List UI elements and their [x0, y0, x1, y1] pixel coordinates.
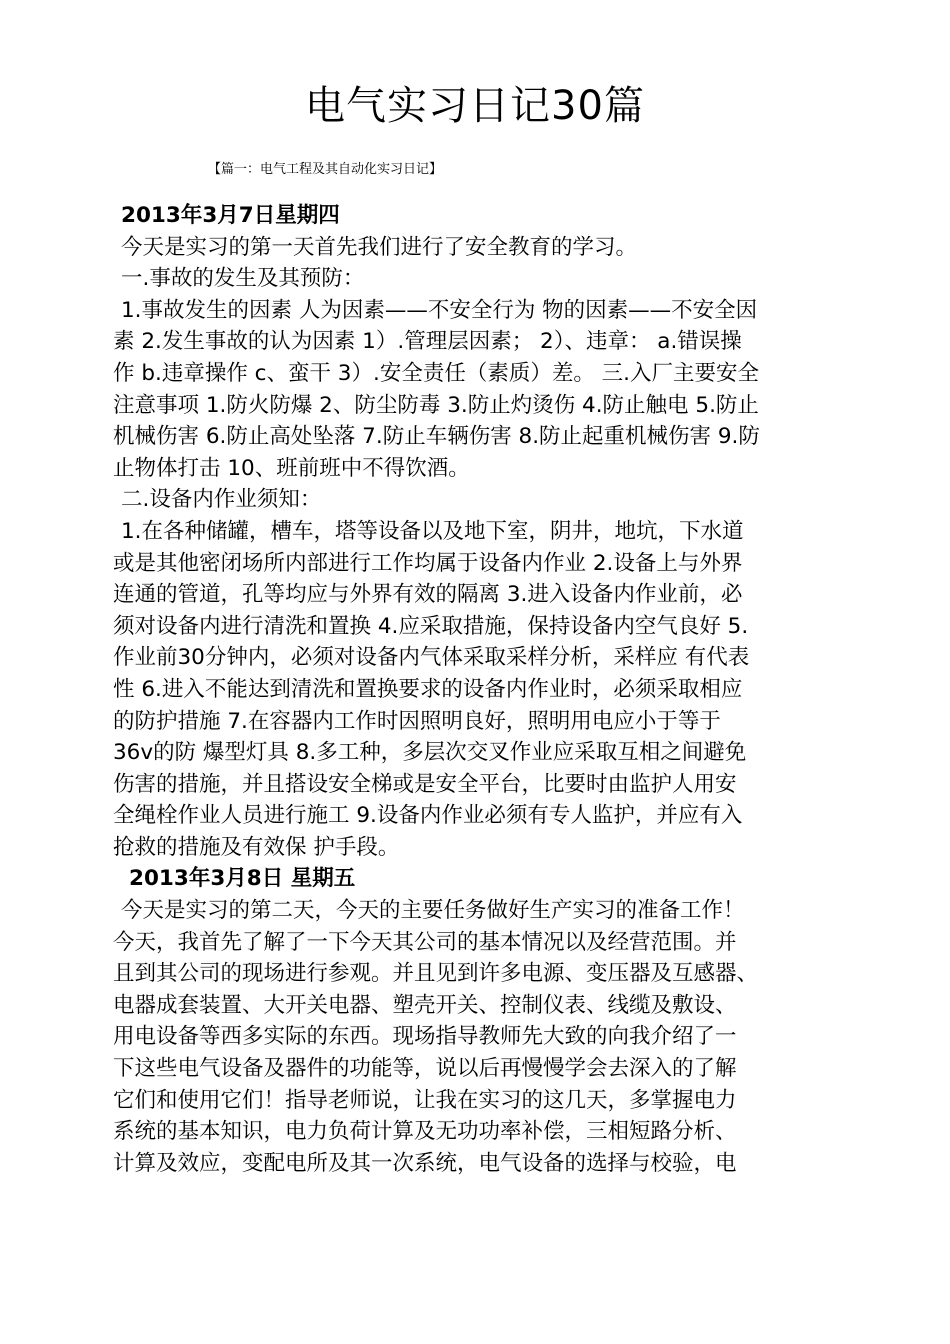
text-line: 性 6.进入不能达到清洗和置换要求的设备内作业时，必须采取相应: [113, 676, 743, 702]
document-title: 电气实习日记30篇: [305, 83, 645, 129]
text-line: 用电设备等西多实际的东西。现场指导教师先大致的向我介绍了一: [113, 1024, 737, 1050]
text-line: 一.事故的发生及其预防：: [121, 266, 365, 292]
text-line: 或是其他密闭场所内部进行工作均属于设备内作业 2.设备上与外界: [113, 550, 743, 576]
text-line: 连通的管道，孔等均应与外界有效的隔离 3.进入设备内作业前，必: [113, 582, 743, 608]
text-line: 计算及效应，变配电所及其一次系统，电气设备的选择与校验，电: [113, 1150, 737, 1176]
text-line: 1.在各种储罐，槽车，塔等设备以及地下室，阴井，地坑，下水道: [121, 518, 744, 544]
text-line: 1.事故发生的因素 人为因素——不安全行为 物的因素——不安全因: [121, 297, 758, 323]
text-line: 素 2.发生事故的认为因素 1）.管理层因素； 2）、违章： a.错误操: [113, 329, 742, 355]
text-line: 须对设备内进行清洗和置换 4.应采取措施，保持设备内空气良好 5.: [113, 613, 749, 639]
text-line: 的防护措施 7.在容器内工作时因照明良好，照明用电应小于等于: [113, 708, 721, 734]
text-line: 今天是实习的第一天首先我们进行了安全教育的学习。: [121, 234, 638, 260]
text-line: 且到其公司的现场进行参观。并且见到许多电源、变压器及互感器、: [113, 961, 759, 987]
text-line: 36v的防 爆型灯具 8.多工种，多层次交叉作业应采取互相之间避免: [113, 740, 747, 766]
document-body: [113, 200, 835, 1179]
text-line: 电器成套装置、大开关电器、塑壳开关、控制仪表、线缆及敷设、: [113, 992, 737, 1018]
diary-date-line: 2013年3月7日星期四: [121, 203, 340, 228]
text-line: 二.设备内作业须知：: [121, 487, 322, 513]
text-line: 抢救的措施及有效保 护手段。: [113, 834, 400, 860]
text-line: 下这些电气设备及器件的功能等，说以后再慢慢学会去深入的了解: [113, 1056, 737, 1082]
text-line: 注意事项 1.防火防爆 2、防尘防毒 3.防止灼烫伤 4.防止触电 5.防止: [113, 392, 759, 418]
text-line: 作业前30分钟内，必须对设备内气体采取采样分析，采样应 有代表: [113, 645, 750, 671]
text-line: 伤害的措施，并且搭设安全梯或是安全平台，比要时由监护人用安: [113, 771, 737, 797]
text-line: 它们和使用它们！指导老师说，让我在实习的这几天，多掌握电力: [113, 1087, 737, 1113]
text-line: 系统的基本知识，电力负荷计算及无功功率补偿，三相短路分析、: [113, 1119, 737, 1145]
text-line: 止物体打击 10、班前班中不得饮酒。: [113, 455, 470, 481]
section-subtitle: 【篇一：电气工程及其自动化实习日记】: [208, 162, 443, 177]
diary-date-line: 2013年3月8日 星期五: [129, 866, 356, 892]
text-line: 作 b.违章操作 c、蛮干 3）.安全责任（素质）差。 三.入厂主要安全: [113, 360, 759, 386]
text-line: 机械伤害 6.防止高处坠落 7.防止车辆伤害 8.防止起重机械伤害 9.防: [113, 424, 760, 450]
text-line: 今天，我首先了解了一下今天其公司的基本情况以及经营范围。并: [113, 929, 737, 955]
text-line: 今天是实习的第二天，今天的主要任务做好生产实习的准备工作！: [121, 898, 745, 924]
text-line: 全绳栓作业人员进行施工 9.设备内作业必须有专人监护，并应有入: [113, 803, 743, 829]
